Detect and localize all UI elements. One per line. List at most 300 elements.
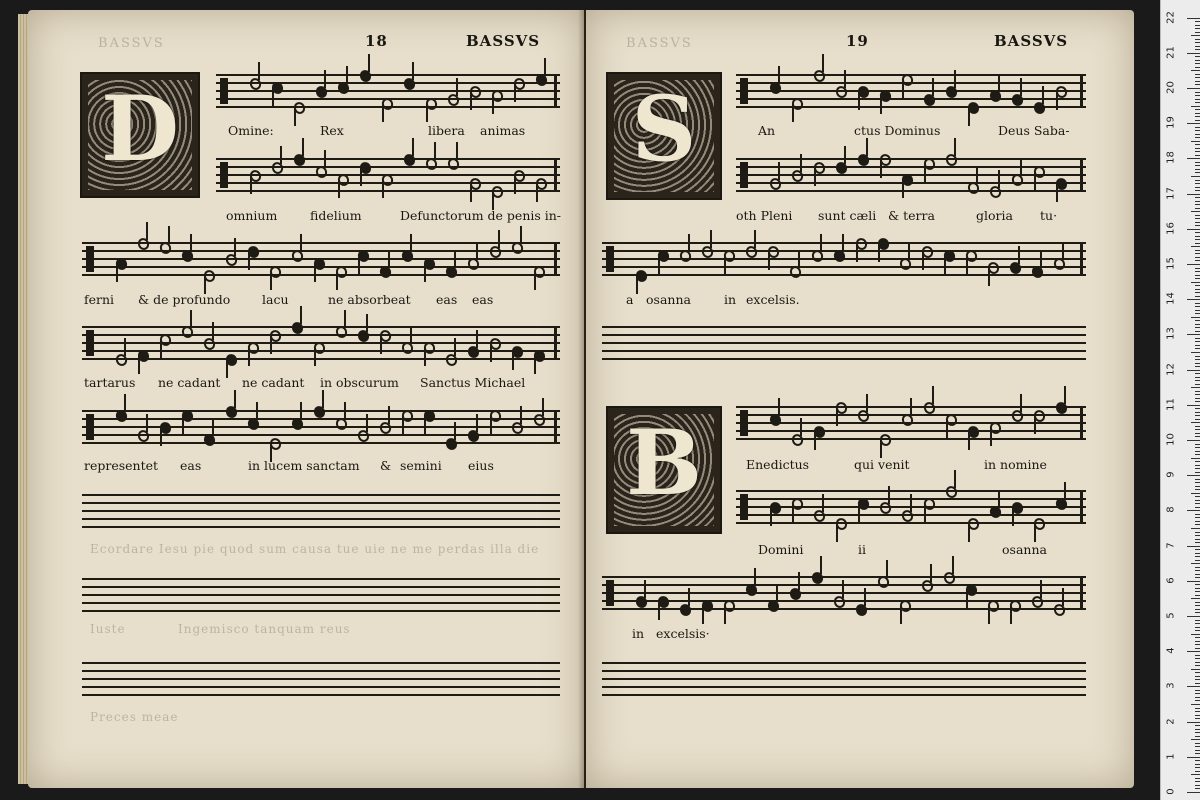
note-stem <box>1034 524 1036 542</box>
note-stem <box>512 352 514 370</box>
note-stem <box>910 398 912 416</box>
ruler-mm-tick <box>1195 486 1200 487</box>
ruler-cm-tick <box>1187 581 1200 582</box>
staff-line <box>82 662 560 664</box>
decorated-initial-d <box>80 72 200 198</box>
ruler-mm-tick <box>1191 317 1200 318</box>
ruler-mm-tick <box>1191 669 1200 670</box>
ruler-mm-tick <box>1195 253 1200 254</box>
note-stem <box>1062 242 1064 260</box>
music-staff <box>82 494 560 528</box>
ruler-mm-tick <box>1195 524 1200 525</box>
note-stem <box>814 168 816 186</box>
ruler-mm-tick <box>1195 296 1200 297</box>
note-stem <box>946 420 948 438</box>
ruler-mm-tick <box>1195 570 1200 571</box>
note-stem <box>256 402 258 420</box>
ruler-cm-tick <box>1187 123 1200 124</box>
ruler-mm-tick <box>1195 567 1200 568</box>
ruler-mm-tick <box>1195 46 1200 47</box>
ruler-label: 14 <box>1165 292 1177 306</box>
ruler-mm-tick <box>1195 612 1200 613</box>
initial-letter: S <box>631 76 697 182</box>
note-stem <box>658 256 660 274</box>
note-head <box>1032 100 1047 116</box>
note-stem <box>454 338 456 356</box>
ruler-mm-tick <box>1195 183 1200 184</box>
ruler-mm-tick <box>1195 507 1200 508</box>
staff-line <box>216 166 560 168</box>
note-stem <box>1018 246 1020 264</box>
lyric: in <box>724 292 737 307</box>
ruler-mm-tick <box>1191 422 1200 423</box>
note-stem <box>212 322 214 340</box>
decorated-initial-b <box>606 406 722 534</box>
ruler-mm-tick <box>1195 102 1200 103</box>
note-stem <box>190 234 192 252</box>
ruler-mm-tick <box>1195 433 1200 434</box>
note-stem <box>382 180 384 198</box>
bar-line <box>1080 242 1083 276</box>
note-head <box>678 602 693 618</box>
ruler-mm-tick <box>1195 444 1200 445</box>
ruler-label: 2 <box>1165 717 1177 725</box>
ruler-mm-tick <box>1191 246 1200 247</box>
ruler-cm-tick <box>1187 264 1200 265</box>
ruler-mm-tick <box>1195 310 1200 311</box>
ruler-mm-tick <box>1195 788 1200 789</box>
note-stem <box>344 402 346 420</box>
note-stem <box>878 244 880 262</box>
staff-line <box>736 438 1086 440</box>
lyric: qui venit <box>854 457 910 472</box>
note-head <box>114 352 129 368</box>
ruler-mm-tick <box>1195 324 1200 325</box>
ruler-mm-tick <box>1195 257 1200 258</box>
ruler-mm-tick <box>1195 155 1200 156</box>
note-stem <box>954 70 956 88</box>
lyric: animas <box>480 123 526 138</box>
note-stem <box>900 606 902 624</box>
note-stem <box>514 84 516 102</box>
note-stem <box>1020 394 1022 412</box>
ruler-mm-tick <box>1195 113 1200 114</box>
ruler-mm-tick <box>1195 236 1200 237</box>
ruler-mm-tick <box>1195 503 1200 504</box>
ruler-mm-tick <box>1195 162 1200 163</box>
ruler-mm-tick <box>1195 74 1200 75</box>
staff-line <box>82 326 560 328</box>
lyric: in <box>632 626 645 641</box>
note-stem <box>836 524 838 542</box>
ruler-mm-tick <box>1195 313 1200 314</box>
note-stem <box>258 62 260 80</box>
ruler-mm-tick <box>1191 739 1200 740</box>
note-stem <box>248 348 250 366</box>
ruler-mm-tick <box>1195 394 1200 395</box>
ruler-mm-tick <box>1195 468 1200 469</box>
ruler-label: 19 <box>1165 116 1177 130</box>
ruler-mm-tick <box>1195 92 1200 93</box>
ruler-mm-tick <box>1195 63 1200 64</box>
note-stem <box>988 268 990 286</box>
ruler-mm-tick <box>1195 679 1200 680</box>
ruler-label: 18 <box>1165 151 1177 165</box>
ruler-cm-tick <box>1187 546 1200 547</box>
note-stem <box>294 108 296 126</box>
ruler-mm-tick <box>1195 250 1200 251</box>
music-staff <box>82 578 560 612</box>
staff-line <box>82 502 560 504</box>
note-stem <box>798 250 800 268</box>
bar-line <box>554 158 557 192</box>
note-stem <box>160 428 162 446</box>
ruler-mm-tick <box>1191 528 1200 529</box>
note-stem <box>412 62 414 80</box>
staff-line <box>602 350 1086 352</box>
lyric: osanna <box>1002 542 1047 557</box>
lyric: ne cadant <box>242 375 305 390</box>
ruler-cm-tick <box>1187 722 1200 723</box>
lyric: semini <box>400 458 442 473</box>
ruler-mm-tick <box>1195 60 1200 61</box>
ruler-mm-tick <box>1195 729 1200 730</box>
note-stem <box>864 588 866 606</box>
ruler-mm-tick <box>1195 398 1200 399</box>
note-stem <box>968 108 970 126</box>
ruler-mm-tick <box>1195 243 1200 244</box>
staff-line <box>82 610 560 612</box>
ruler-mm-tick <box>1191 35 1200 36</box>
ruler-mm-tick <box>1195 767 1200 768</box>
note-stem <box>644 580 646 598</box>
ruler-mm-tick <box>1195 363 1200 364</box>
note-stem <box>880 96 882 114</box>
staff-line <box>82 442 560 444</box>
ruler-mm-tick <box>1191 458 1200 459</box>
note-stem <box>388 250 390 268</box>
note-stem <box>1034 172 1036 190</box>
staff-line <box>602 584 1086 586</box>
note-stem <box>542 398 544 416</box>
note-stem <box>792 504 794 522</box>
note-stem <box>434 142 436 160</box>
ruler-mm-tick <box>1195 753 1200 754</box>
ruler-mm-tick <box>1195 356 1200 357</box>
ruler-mm-tick <box>1195 672 1200 673</box>
note-stem <box>768 252 770 270</box>
ruler-mm-tick <box>1195 500 1200 501</box>
ruler-mm-tick <box>1195 225 1200 226</box>
ruler-label: 4 <box>1165 647 1177 654</box>
ruler-cm-tick <box>1187 405 1200 406</box>
note-stem <box>360 168 362 186</box>
ruler-mm-tick <box>1195 429 1200 430</box>
staff-line <box>82 510 560 512</box>
ruler-mm-tick <box>1195 785 1200 786</box>
ruler-mm-tick <box>1195 25 1200 26</box>
note-stem <box>800 418 802 436</box>
note-stem <box>966 590 968 608</box>
note-stem <box>534 272 536 290</box>
ruler-mm-tick <box>1191 70 1200 71</box>
note-stem <box>470 184 472 202</box>
lyric: libera <box>428 123 465 138</box>
ruler-mm-tick <box>1191 282 1200 283</box>
ruler-mm-tick <box>1195 732 1200 733</box>
note-stem <box>490 344 492 362</box>
music-staff <box>736 158 1086 192</box>
ruler-mm-tick <box>1195 56 1200 57</box>
note-stem <box>124 394 126 412</box>
ruler-label: 10 <box>1165 433 1177 446</box>
bar-line <box>554 410 557 444</box>
staff-line <box>82 418 560 420</box>
note-stem <box>212 418 214 436</box>
note-stem <box>1040 250 1042 268</box>
ruler-mm-tick <box>1191 387 1200 388</box>
note-stem <box>1064 482 1066 500</box>
page-number: 19 <box>846 32 869 50</box>
ruler-mm-tick <box>1195 577 1200 578</box>
ruler-mm-tick <box>1195 760 1200 761</box>
note-stem <box>842 580 844 598</box>
measuring-ruler <box>1160 0 1200 800</box>
ruler-mm-tick <box>1195 412 1200 413</box>
ruler-mm-tick <box>1195 574 1200 575</box>
music-staff <box>736 74 1086 108</box>
staff-line <box>216 190 560 192</box>
ruler-cm-tick <box>1187 651 1200 652</box>
bar-line <box>554 242 557 276</box>
initial-letter: B <box>625 410 703 516</box>
ruler-mm-tick <box>1195 377 1200 378</box>
clef-mark <box>606 580 614 606</box>
ruler-mm-tick <box>1195 260 1200 261</box>
ruler-mm-tick <box>1195 771 1200 772</box>
note-stem <box>778 398 780 416</box>
note-stem <box>324 70 326 88</box>
ruler-mm-tick <box>1195 408 1200 409</box>
ruler-mm-tick <box>1195 465 1200 466</box>
ruler-label: 9 <box>1165 471 1177 478</box>
ruler-cm-tick <box>1187 53 1200 54</box>
staff-line <box>602 358 1086 360</box>
lyric: Deus Saba- <box>998 123 1070 138</box>
ruler-label: 0 <box>1165 788 1177 795</box>
ruler-mm-tick <box>1195 665 1200 666</box>
ruler-mm-tick <box>1195 180 1200 181</box>
note-stem <box>138 356 140 374</box>
note-stem <box>366 314 368 332</box>
note-head <box>444 352 459 368</box>
lyric: Domini <box>758 542 804 557</box>
music-staff <box>82 410 560 444</box>
note-stem <box>880 160 882 178</box>
staff-line <box>602 678 1086 680</box>
note-stem <box>998 490 1000 508</box>
lyric: tartarus <box>84 375 136 390</box>
ruler-mm-tick <box>1191 634 1200 635</box>
note-stem <box>822 54 824 72</box>
bleed-through-text: Iuste <box>90 622 126 636</box>
ruler-cm-tick <box>1187 686 1200 687</box>
note-stem <box>410 326 412 344</box>
staff-line <box>602 250 1086 252</box>
ruler-mm-tick <box>1195 746 1200 747</box>
ruler-mm-tick <box>1191 598 1200 599</box>
note-stem <box>424 416 426 434</box>
ruler-mm-tick <box>1195 169 1200 170</box>
ruler-mm-tick <box>1195 655 1200 656</box>
ruler-mm-tick <box>1195 380 1200 381</box>
staff-line <box>82 518 560 520</box>
clef-mark <box>606 246 614 272</box>
ruler-mm-tick <box>1195 549 1200 550</box>
note-stem <box>402 416 404 434</box>
note-stem <box>844 146 846 164</box>
ruler-label: 21 <box>1165 45 1177 59</box>
ruler-mm-tick <box>1195 28 1200 29</box>
clef-mark <box>740 78 748 104</box>
note-stem <box>454 250 456 268</box>
bar-line <box>1080 74 1083 108</box>
ruler-mm-tick <box>1195 644 1200 645</box>
note-stem <box>724 256 726 274</box>
staff-line <box>602 662 1086 664</box>
note-stem <box>280 146 282 164</box>
lyric: Rex <box>320 123 344 138</box>
music-staff <box>216 74 560 108</box>
clef-mark <box>220 78 228 104</box>
clef-mark <box>740 410 748 436</box>
note-stem <box>456 142 458 160</box>
ruler-label: 20 <box>1165 81 1177 94</box>
ruler-mm-tick <box>1191 563 1200 564</box>
note-stem <box>424 264 426 282</box>
note-stem <box>366 414 368 432</box>
ruler-mm-tick <box>1195 285 1200 286</box>
ruler-mm-tick <box>1195 693 1200 694</box>
note-stem <box>454 422 456 440</box>
ruler-mm-tick <box>1195 172 1200 173</box>
ruler-mm-tick <box>1195 215 1200 216</box>
note-stem <box>710 230 712 248</box>
ruler-mm-tick <box>1195 588 1200 589</box>
note-stem <box>770 508 772 526</box>
ruler-mm-tick <box>1195 472 1200 473</box>
note-stem <box>314 264 316 282</box>
note-stem <box>1010 606 1012 624</box>
music-staff <box>602 662 1086 696</box>
staff-line <box>82 586 560 588</box>
ruler-mm-tick <box>1195 658 1200 659</box>
ruler-mm-tick <box>1195 271 1200 272</box>
note-stem <box>476 242 478 260</box>
ruler-mm-tick <box>1195 496 1200 497</box>
note-stem <box>492 96 494 114</box>
ruler-mm-tick <box>1195 359 1200 360</box>
note-head <box>854 602 869 618</box>
ruler-mm-tick <box>1195 535 1200 536</box>
note-stem <box>1042 86 1044 104</box>
staff-line <box>82 242 560 244</box>
ruler-label: 7 <box>1165 541 1177 549</box>
note-stem <box>1064 386 1066 404</box>
note-stem <box>952 556 954 574</box>
ruler-mm-tick <box>1195 208 1200 209</box>
note-stem <box>322 390 324 408</box>
ruler-mm-tick <box>1195 81 1200 82</box>
ruler-mm-tick <box>1195 218 1200 219</box>
music-staff <box>602 576 1086 610</box>
ruler-mm-tick <box>1195 42 1200 43</box>
lyric: tu· <box>1040 208 1058 223</box>
ruler-mm-tick <box>1195 289 1200 290</box>
ruler-label: 13 <box>1165 327 1177 341</box>
ruler-cm-tick <box>1187 440 1200 441</box>
note-stem <box>146 222 148 240</box>
ruler-mm-tick <box>1195 278 1200 279</box>
ruler-cm-tick <box>1187 88 1200 89</box>
ruler-mm-tick <box>1195 591 1200 592</box>
ruler-mm-tick <box>1195 553 1200 554</box>
note-stem <box>226 360 228 378</box>
note-stem <box>932 78 934 96</box>
ruler-label: 22 <box>1165 10 1177 24</box>
ruler-cm-tick <box>1187 299 1200 300</box>
note-stem <box>168 226 170 244</box>
ruler-mm-tick <box>1195 781 1200 782</box>
note-stem <box>822 494 824 512</box>
lyric: in nomine <box>984 457 1047 472</box>
note-stem <box>470 92 472 110</box>
ruler-mm-tick <box>1195 454 1200 455</box>
note-stem <box>182 416 184 434</box>
note-stem <box>658 602 660 620</box>
ruler-label: 16 <box>1165 221 1177 235</box>
note-stem <box>146 414 148 432</box>
ruler-mm-tick <box>1191 352 1200 353</box>
staff-line <box>216 74 560 76</box>
ruler-label: 17 <box>1165 186 1177 200</box>
ruler-cm-tick <box>1187 158 1200 159</box>
ruler-mm-tick <box>1195 373 1200 374</box>
ruler-mm-tick <box>1195 532 1200 533</box>
ruler-mm-tick <box>1195 676 1200 677</box>
note-stem <box>820 556 822 574</box>
staff-line <box>602 242 1086 244</box>
note-stem <box>116 264 118 282</box>
note-stem <box>1034 416 1036 434</box>
note-stem <box>902 180 904 198</box>
note-stem <box>930 564 932 582</box>
note-stem <box>234 238 236 256</box>
lyric: sunt cæli <box>818 208 877 223</box>
ruler-label: 12 <box>1165 362 1177 376</box>
staff-line <box>216 158 560 160</box>
ruler-cm-tick <box>1187 194 1200 195</box>
ruler-mm-tick <box>1195 204 1200 205</box>
note-stem <box>924 164 926 182</box>
ruler-cm-tick <box>1187 18 1200 19</box>
note-stem <box>844 70 846 88</box>
staff-line <box>82 274 560 276</box>
ruler-mm-tick <box>1195 197 1200 198</box>
ruler-cm-tick <box>1187 334 1200 335</box>
note-stem <box>778 66 780 84</box>
note-stem <box>998 74 1000 92</box>
